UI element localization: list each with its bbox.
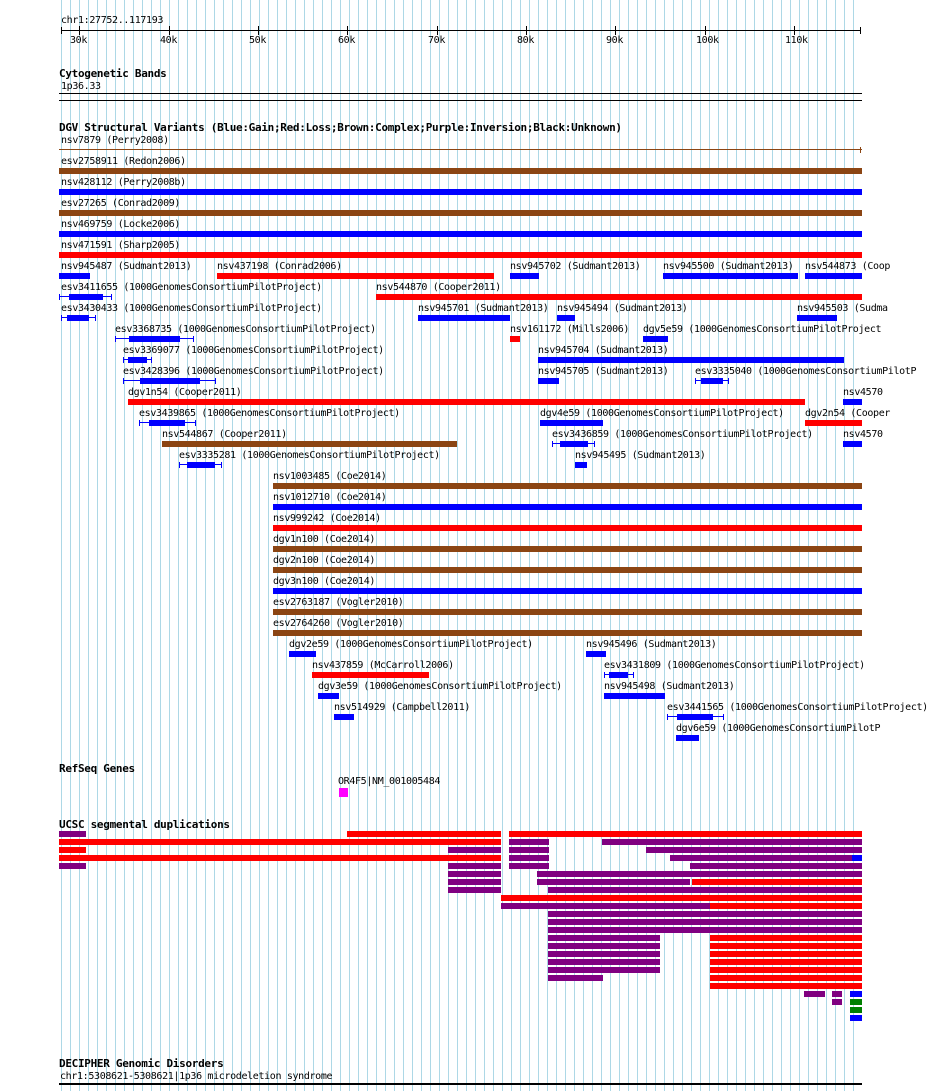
ruler-tick bbox=[615, 26, 616, 35]
segdup-block[interactable] bbox=[832, 991, 842, 997]
variant-bar[interactable] bbox=[604, 693, 665, 699]
variant-bar[interactable] bbox=[59, 168, 862, 174]
segdup-block[interactable] bbox=[852, 855, 862, 861]
variant-bar[interactable] bbox=[312, 672, 429, 678]
variant-range-start bbox=[552, 441, 553, 447]
grid-line bbox=[214, 0, 215, 1091]
variant-bar[interactable] bbox=[843, 399, 862, 405]
variant-bar[interactable] bbox=[643, 336, 668, 342]
ruler-tick bbox=[258, 26, 259, 35]
segdup-block[interactable] bbox=[509, 831, 862, 837]
variant-label[interactable]: dgv2n54 (Cooper bbox=[805, 408, 891, 419]
segdup-block[interactable] bbox=[850, 1015, 862, 1021]
variant-label[interactable]: esv2763187 (Vogler2010) bbox=[273, 597, 404, 608]
variant-bar[interactable] bbox=[843, 441, 862, 447]
variant-bar[interactable] bbox=[69, 294, 103, 300]
segdup-block[interactable] bbox=[448, 847, 501, 853]
segdup-block[interactable] bbox=[710, 951, 862, 957]
variant-range-end bbox=[151, 357, 152, 363]
variant-label[interactable]: nsv945702 (Sudmant2013) bbox=[510, 261, 641, 272]
segdup-block[interactable] bbox=[537, 879, 690, 885]
variant-label[interactable]: nsv945496 (Sudmant2013) bbox=[586, 639, 717, 650]
variant-bar[interactable] bbox=[59, 210, 862, 216]
track-title-decipher: DECIPHER Genomic Disorders bbox=[59, 1057, 224, 1070]
variant-label[interactable]: esv3428396 (1000GenomesConsortiumPilotProject) bbox=[123, 366, 384, 377]
variant-label[interactable]: nsv945503 (Sudma bbox=[797, 303, 888, 314]
variant-bar[interactable] bbox=[187, 462, 215, 468]
grid-line bbox=[196, 0, 197, 1091]
ruler-tick-label: 50k bbox=[249, 35, 267, 46]
ruler-tick-label: 110k bbox=[785, 35, 808, 46]
ruler-left-end bbox=[61, 27, 62, 34]
variant-bar[interactable] bbox=[289, 651, 316, 657]
variant-label[interactable]: dgv1n54 (Cooper2011) bbox=[128, 387, 242, 398]
variant-bar[interactable] bbox=[273, 525, 862, 531]
grid-line bbox=[241, 0, 242, 1091]
variant-label[interactable]: esv3368735 (1000GenomesConsortiumPilotProject) bbox=[115, 324, 376, 335]
segdup-block[interactable] bbox=[448, 887, 501, 893]
variant-bar[interactable] bbox=[609, 672, 628, 678]
variant-label[interactable]: nsv544870 (Cooper2011) bbox=[376, 282, 501, 293]
variant-range-end bbox=[221, 462, 222, 468]
variant-range-start bbox=[179, 462, 180, 468]
segdup-block[interactable] bbox=[670, 855, 852, 861]
segdup-block[interactable] bbox=[59, 855, 501, 861]
grid-line bbox=[250, 0, 251, 1091]
ruler-tick-label: 80k bbox=[517, 35, 535, 46]
variant-bar[interactable] bbox=[128, 357, 147, 363]
variant-end bbox=[860, 147, 861, 153]
variant-range-start bbox=[61, 315, 62, 321]
ruler-tick-label: 100k bbox=[696, 35, 719, 46]
variant-label[interactable]: dgv4e59 (1000GenomesConsortiumPilotProject) bbox=[540, 408, 784, 419]
variant-bar[interactable] bbox=[510, 336, 520, 342]
variant-label[interactable]: nsv544867 (Cooper2011) bbox=[162, 429, 287, 440]
variant-label[interactable]: esv27265 (Conrad2009) bbox=[61, 198, 181, 209]
segdup-block[interactable] bbox=[602, 839, 862, 845]
variant-label[interactable]: esv3335040 (1000GenomesConsortiumPilotP bbox=[695, 366, 917, 377]
segdup-block[interactable] bbox=[710, 935, 862, 941]
variant-bar[interactable] bbox=[149, 420, 185, 426]
segdup-block[interactable] bbox=[548, 903, 710, 909]
variant-label[interactable]: nsv544873 (Coop bbox=[805, 261, 891, 272]
variant-label[interactable]: nsv945494 (Sudmant2013) bbox=[557, 303, 688, 314]
variant-bar[interactable] bbox=[676, 735, 699, 741]
segdup-block[interactable] bbox=[850, 991, 862, 997]
segdup-block[interactable] bbox=[548, 935, 660, 941]
ruler-tick-label: 70k bbox=[428, 35, 446, 46]
variant-label[interactable]: nsv437859 (McCarroll2006) bbox=[312, 660, 454, 671]
variant-label[interactable]: dgv2e59 (1000GenomesConsortiumPilotProject) bbox=[289, 639, 533, 650]
variant-bar[interactable] bbox=[677, 714, 713, 720]
segdup-block[interactable] bbox=[710, 959, 862, 965]
segdup-block[interactable] bbox=[804, 991, 825, 997]
variant-range-start bbox=[695, 378, 696, 384]
variant-bar[interactable] bbox=[59, 149, 862, 150]
variant-bar[interactable] bbox=[805, 273, 862, 279]
variant-range-start bbox=[123, 357, 124, 363]
segdup-block[interactable] bbox=[548, 967, 660, 973]
ruler-tick-label: 30k bbox=[70, 35, 88, 46]
ruler-tick bbox=[437, 26, 438, 35]
variant-label[interactable]: esv3411655 (1000GenomesConsortiumPilotProject) bbox=[61, 282, 322, 293]
variant-range-start bbox=[115, 336, 116, 342]
segdup-block[interactable] bbox=[710, 903, 862, 909]
ruler-tick-label: 40k bbox=[160, 35, 178, 46]
segdup-block[interactable] bbox=[832, 999, 842, 1005]
variant-label[interactable]: nsv945500 (Sudmant2013) bbox=[663, 261, 794, 272]
variant-bar[interactable] bbox=[273, 588, 862, 594]
variant-bar[interactable] bbox=[538, 357, 844, 363]
variant-label[interactable]: esv3436859 (1000GenomesConsortiumPilotProject) bbox=[552, 429, 813, 440]
variant-bar[interactable] bbox=[560, 441, 588, 447]
cytoband-line-bottom bbox=[59, 100, 862, 101]
variant-bar[interactable] bbox=[797, 315, 837, 321]
segdup-block[interactable] bbox=[548, 975, 603, 981]
decipher-entry[interactable]: chr1:5308621-5308621|1p36 microdeletion syndrome bbox=[60, 1071, 333, 1082]
variant-bar[interactable] bbox=[575, 462, 587, 468]
region-label: chr1:27752..117193 bbox=[61, 15, 164, 26]
variant-bar[interactable] bbox=[510, 273, 539, 279]
segdup-block[interactable] bbox=[548, 927, 862, 933]
variant-label[interactable]: esv3335281 (1000GenomesConsortiumPilotProject) bbox=[179, 450, 440, 461]
grid-line bbox=[232, 0, 233, 1091]
variant-bar[interactable] bbox=[273, 630, 862, 636]
variant-label[interactable]: nsv1012710 (Coe2014) bbox=[273, 492, 387, 503]
segdup-block[interactable] bbox=[692, 879, 862, 885]
variant-label[interactable]: nsv4570 bbox=[843, 429, 883, 440]
variant-label[interactable]: nsv945487 (Sudmant2013) bbox=[61, 261, 192, 272]
segdup-block[interactable] bbox=[448, 879, 501, 885]
variant-bar[interactable] bbox=[59, 252, 862, 258]
variant-bar[interactable] bbox=[140, 378, 200, 384]
variant-bar[interactable] bbox=[540, 420, 603, 426]
segdup-block[interactable] bbox=[59, 831, 86, 837]
ruler-tick bbox=[79, 26, 80, 35]
segdup-block[interactable] bbox=[509, 847, 549, 853]
variant-bar[interactable] bbox=[59, 273, 90, 279]
variant-bar[interactable] bbox=[59, 189, 862, 195]
ruler-tick bbox=[526, 26, 527, 35]
segdup-block[interactable] bbox=[537, 871, 862, 877]
variant-bar[interactable] bbox=[273, 546, 862, 552]
grid-line bbox=[223, 0, 224, 1091]
variant-bar[interactable] bbox=[217, 273, 494, 279]
ruler-tick bbox=[705, 26, 706, 35]
variant-label[interactable]: esv3441565 (1000GenomesConsortiumPilotProject) bbox=[667, 702, 928, 713]
variant-bar[interactable] bbox=[129, 336, 180, 342]
segdup-block[interactable] bbox=[548, 911, 862, 917]
track-title-cytoband: Cytogenetic Bands bbox=[59, 67, 167, 80]
variant-bar[interactable] bbox=[273, 567, 862, 573]
segdup-block[interactable] bbox=[548, 951, 660, 957]
segdup-block[interactable] bbox=[59, 847, 86, 853]
segdup-block[interactable] bbox=[710, 975, 862, 981]
variant-bar[interactable] bbox=[273, 504, 862, 510]
variant-label[interactable]: nsv514929 (Campbell2011) bbox=[334, 702, 471, 713]
variant-bar[interactable] bbox=[663, 273, 798, 279]
variant-label[interactable]: nsv437198 (Conrad2006) bbox=[217, 261, 342, 272]
grid-line bbox=[187, 0, 188, 1091]
variant-range-start bbox=[604, 672, 605, 678]
variant-range-start bbox=[59, 294, 60, 300]
segdup-block[interactable] bbox=[850, 1007, 862, 1013]
variant-bar[interactable] bbox=[334, 714, 354, 720]
variant-label[interactable]: esv3439865 (1000GenomesConsortiumPilotProject) bbox=[139, 408, 400, 419]
variant-bar[interactable] bbox=[128, 399, 805, 405]
variant-bar[interactable] bbox=[805, 420, 862, 426]
variant-label[interactable]: nsv428112 (Perry2008b) bbox=[61, 177, 186, 188]
segdup-block[interactable] bbox=[448, 863, 501, 869]
segdup-block[interactable] bbox=[548, 919, 862, 925]
variant-range-end bbox=[723, 714, 724, 720]
variant-bar[interactable] bbox=[162, 441, 457, 447]
variant-range-start bbox=[123, 378, 124, 384]
grid-line bbox=[268, 0, 269, 1091]
segdup-block[interactable] bbox=[509, 863, 549, 869]
ruler-right-end bbox=[860, 27, 861, 34]
segdup-block[interactable] bbox=[710, 983, 862, 989]
ruler-tick-label: 90k bbox=[606, 35, 624, 46]
track-title-refseq: RefSeq Genes bbox=[59, 762, 135, 775]
track-title-dgv: DGV Structural Variants (Blue:Gain;Red:Loss;Brown:Complex;Purple:Inversion;Black:Unknown) bbox=[59, 121, 622, 134]
variant-label[interactable]: nsv999242 (Coe2014) bbox=[273, 513, 381, 524]
variant-label[interactable]: nsv471591 (Sharp2005) bbox=[61, 240, 181, 251]
segdup-block[interactable] bbox=[509, 855, 549, 861]
grid-line bbox=[259, 0, 260, 1091]
ruler-tick bbox=[169, 26, 170, 35]
variant-bar[interactable] bbox=[418, 315, 510, 321]
variant-range-start bbox=[667, 714, 668, 720]
variant-bar[interactable] bbox=[376, 294, 862, 300]
segdup-block[interactable] bbox=[501, 895, 862, 901]
variant-label[interactable]: dgv2n100 (Coe2014) bbox=[273, 555, 376, 566]
variant-bar[interactable] bbox=[318, 693, 339, 699]
variant-bar[interactable] bbox=[273, 609, 862, 615]
track-title-segdup: UCSC segmental duplications bbox=[59, 818, 230, 831]
decipher-feature[interactable] bbox=[59, 1083, 862, 1085]
variant-label[interactable]: esv3430433 (1000GenomesConsortiumPilotProject) bbox=[61, 303, 322, 314]
variant-label[interactable]: esv3431809 (1000GenomesConsortiumPilotProject) bbox=[604, 660, 865, 671]
variant-bar[interactable] bbox=[59, 231, 862, 237]
ruler-axis bbox=[61, 30, 861, 31]
variant-label[interactable]: dgv5e59 (1000GenomesConsortiumPilotProject bbox=[643, 324, 882, 335]
segdup-block[interactable] bbox=[448, 871, 501, 877]
variant-label[interactable]: nsv1003485 (Coe2014) bbox=[273, 471, 387, 482]
ruler-tick bbox=[794, 26, 795, 35]
segdup-block[interactable] bbox=[59, 863, 86, 869]
segdup-block[interactable] bbox=[548, 887, 862, 893]
segdup-block[interactable] bbox=[59, 839, 501, 845]
variant-bar[interactable] bbox=[701, 378, 723, 384]
segdup-block[interactable] bbox=[548, 959, 660, 965]
segdup-block[interactable] bbox=[710, 943, 862, 949]
segdup-block[interactable] bbox=[710, 967, 862, 973]
variant-bar[interactable] bbox=[67, 315, 89, 321]
variant-range-end bbox=[215, 378, 216, 384]
cytoband-label: 1p36.33 bbox=[61, 81, 101, 92]
cytoband-line-top bbox=[59, 93, 862, 94]
grid-line bbox=[205, 0, 206, 1091]
variant-range-start bbox=[139, 420, 140, 426]
variant-label[interactable]: nsv945705 (Sudmant2013) bbox=[538, 366, 669, 377]
segdup-block[interactable] bbox=[548, 943, 660, 949]
variant-label[interactable]: nsv945498 (Sudmant2013) bbox=[604, 681, 735, 692]
variant-label[interactable]: dgv1n100 (Coe2014) bbox=[273, 534, 376, 545]
variant-bar[interactable] bbox=[273, 483, 862, 489]
variant-range-end bbox=[95, 315, 96, 321]
variant-label[interactable]: nsv945701 (Sudmant2013) bbox=[418, 303, 549, 314]
ruler-tick bbox=[347, 26, 348, 35]
segdup-block[interactable] bbox=[690, 863, 862, 869]
ruler-tick-label: 60k bbox=[338, 35, 356, 46]
variant-label[interactable]: dgv6e59 (1000GenomesConsortiumPilotP bbox=[676, 723, 881, 734]
variant-label[interactable]: dgv3e59 (1000GenomesConsortiumPilotProject) bbox=[318, 681, 562, 692]
variant-label[interactable]: nsv945704 (Sudmant2013) bbox=[538, 345, 669, 356]
variant-label[interactable]: nsv161172 (Mills2006) bbox=[510, 324, 630, 335]
variant-range-end bbox=[594, 441, 595, 447]
segdup-block[interactable] bbox=[850, 999, 862, 1005]
variant-label[interactable]: esv3369077 (1000GenomesConsortiumPilotProject) bbox=[123, 345, 384, 356]
variant-label[interactable]: nsv945495 (Sudmant2013) bbox=[575, 450, 706, 461]
variant-range-end bbox=[111, 294, 112, 300]
gene-feature[interactable] bbox=[339, 788, 348, 797]
variant-bar[interactable] bbox=[538, 378, 559, 384]
variant-bar[interactable] bbox=[557, 315, 575, 321]
variant-label[interactable]: esv2758911 (Redon2006) bbox=[61, 156, 186, 167]
variant-label[interactable]: nsv7879 (Perry2008) bbox=[61, 135, 169, 146]
variant-label[interactable]: nsv4570 bbox=[843, 387, 883, 398]
gene-label[interactable]: OR4F5|NM_001005484 bbox=[338, 776, 441, 787]
variant-label[interactable]: dgv3n100 (Coe2014) bbox=[273, 576, 376, 587]
variant-range-end bbox=[728, 378, 729, 384]
segdup-block[interactable] bbox=[646, 847, 862, 853]
variant-bar[interactable] bbox=[586, 651, 606, 657]
segdup-block[interactable] bbox=[347, 831, 501, 837]
segdup-block[interactable] bbox=[509, 839, 549, 845]
variant-range-end bbox=[633, 672, 634, 678]
variant-label[interactable]: nsv469759 (Locke2006) bbox=[61, 219, 181, 230]
variant-range-end bbox=[193, 336, 194, 342]
segdup-block[interactable] bbox=[501, 903, 549, 909]
variant-label[interactable]: esv2764260 (Vogler2010) bbox=[273, 618, 404, 629]
variant-range-end bbox=[195, 420, 196, 426]
